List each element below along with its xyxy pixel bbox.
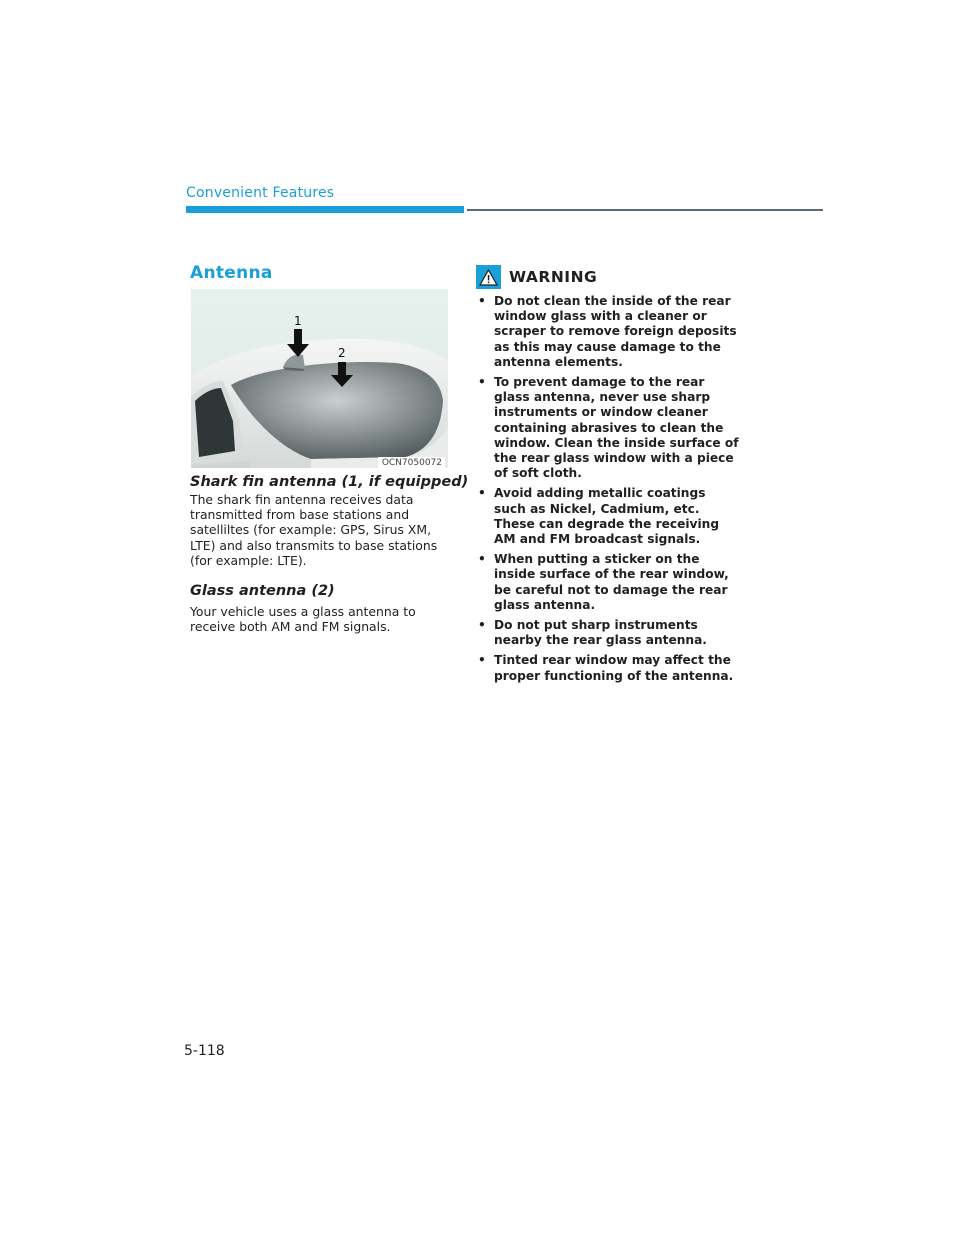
glass-antenna-heading: Glass antenna (2) bbox=[190, 583, 335, 599]
warning-header bbox=[476, 265, 597, 289]
warning-item-text: To prevent damage to the rear glass antenna, never use sharp instruments or window cleaner containing abrasives to clean the window. Clean the inside surface of the rear glass window with a piece of soft cloth. bbox=[494, 375, 739, 481]
warning-label: WARNING bbox=[509, 268, 598, 286]
header-section-title: Convenient Features bbox=[186, 185, 335, 201]
list-item bbox=[478, 618, 740, 648]
warning-list bbox=[478, 294, 740, 689]
bullet: • bbox=[478, 653, 486, 668]
bullet: • bbox=[478, 618, 486, 633]
car-rear-illustration bbox=[191, 289, 448, 468]
warning-item-text: Tinted rear window may affect the proper functioning of the antenna. bbox=[494, 653, 734, 683]
list-item bbox=[478, 375, 740, 481]
glass-antenna-text: Your vehicle uses a glass antenna to receive both AM and FM signals. bbox=[190, 604, 416, 635]
header-bar-rule bbox=[467, 209, 823, 211]
list-item bbox=[478, 294, 740, 370]
warning-item-text: Do not put sharp instruments nearby the rear glass antenna. bbox=[494, 618, 707, 648]
shark-fin-heading: Shark fin antenna (1, if equipped) bbox=[190, 474, 469, 490]
page-number: 5-118 bbox=[184, 1043, 225, 1059]
bullet: • bbox=[478, 552, 486, 567]
header-bar-accent bbox=[186, 206, 464, 213]
warning-triangle-icon bbox=[476, 265, 501, 289]
warning-item-text: Do not clean the inside of the rear window glass with a cleaner or scraper to remove foreign deposits as this may cause damage to the antenna elements. bbox=[494, 294, 737, 369]
bullet: • bbox=[478, 294, 486, 308]
shark-fin-text: The shark fin antenna receives data transmitted from base stations and satelliltes (for example: GPS, Sirus XM, LTE) and also transmits to base stations (for example: LTE). bbox=[190, 492, 438, 568]
antenna-figure bbox=[191, 289, 448, 468]
warning-item-text: Avoid adding metallic coatings such as Nickel, Cadmium, etc. These can degrade the receiving AM and FM broadcast signals. bbox=[494, 486, 720, 547]
callout-label-2: 2 bbox=[338, 346, 346, 360]
figure-code: OCN7050072 bbox=[378, 457, 445, 468]
list-item bbox=[478, 486, 740, 547]
section-title: Antenna bbox=[190, 263, 273, 283]
bullet: • bbox=[478, 486, 486, 501]
callout-label-1: 1 bbox=[294, 314, 302, 328]
list-item bbox=[478, 552, 740, 613]
list-item bbox=[478, 653, 740, 683]
bullet: • bbox=[478, 375, 486, 390]
warning-item-text: When putting a sticker on the inside surface of the rear window, be careful not to damage the rear glass antenna. bbox=[494, 552, 729, 612]
